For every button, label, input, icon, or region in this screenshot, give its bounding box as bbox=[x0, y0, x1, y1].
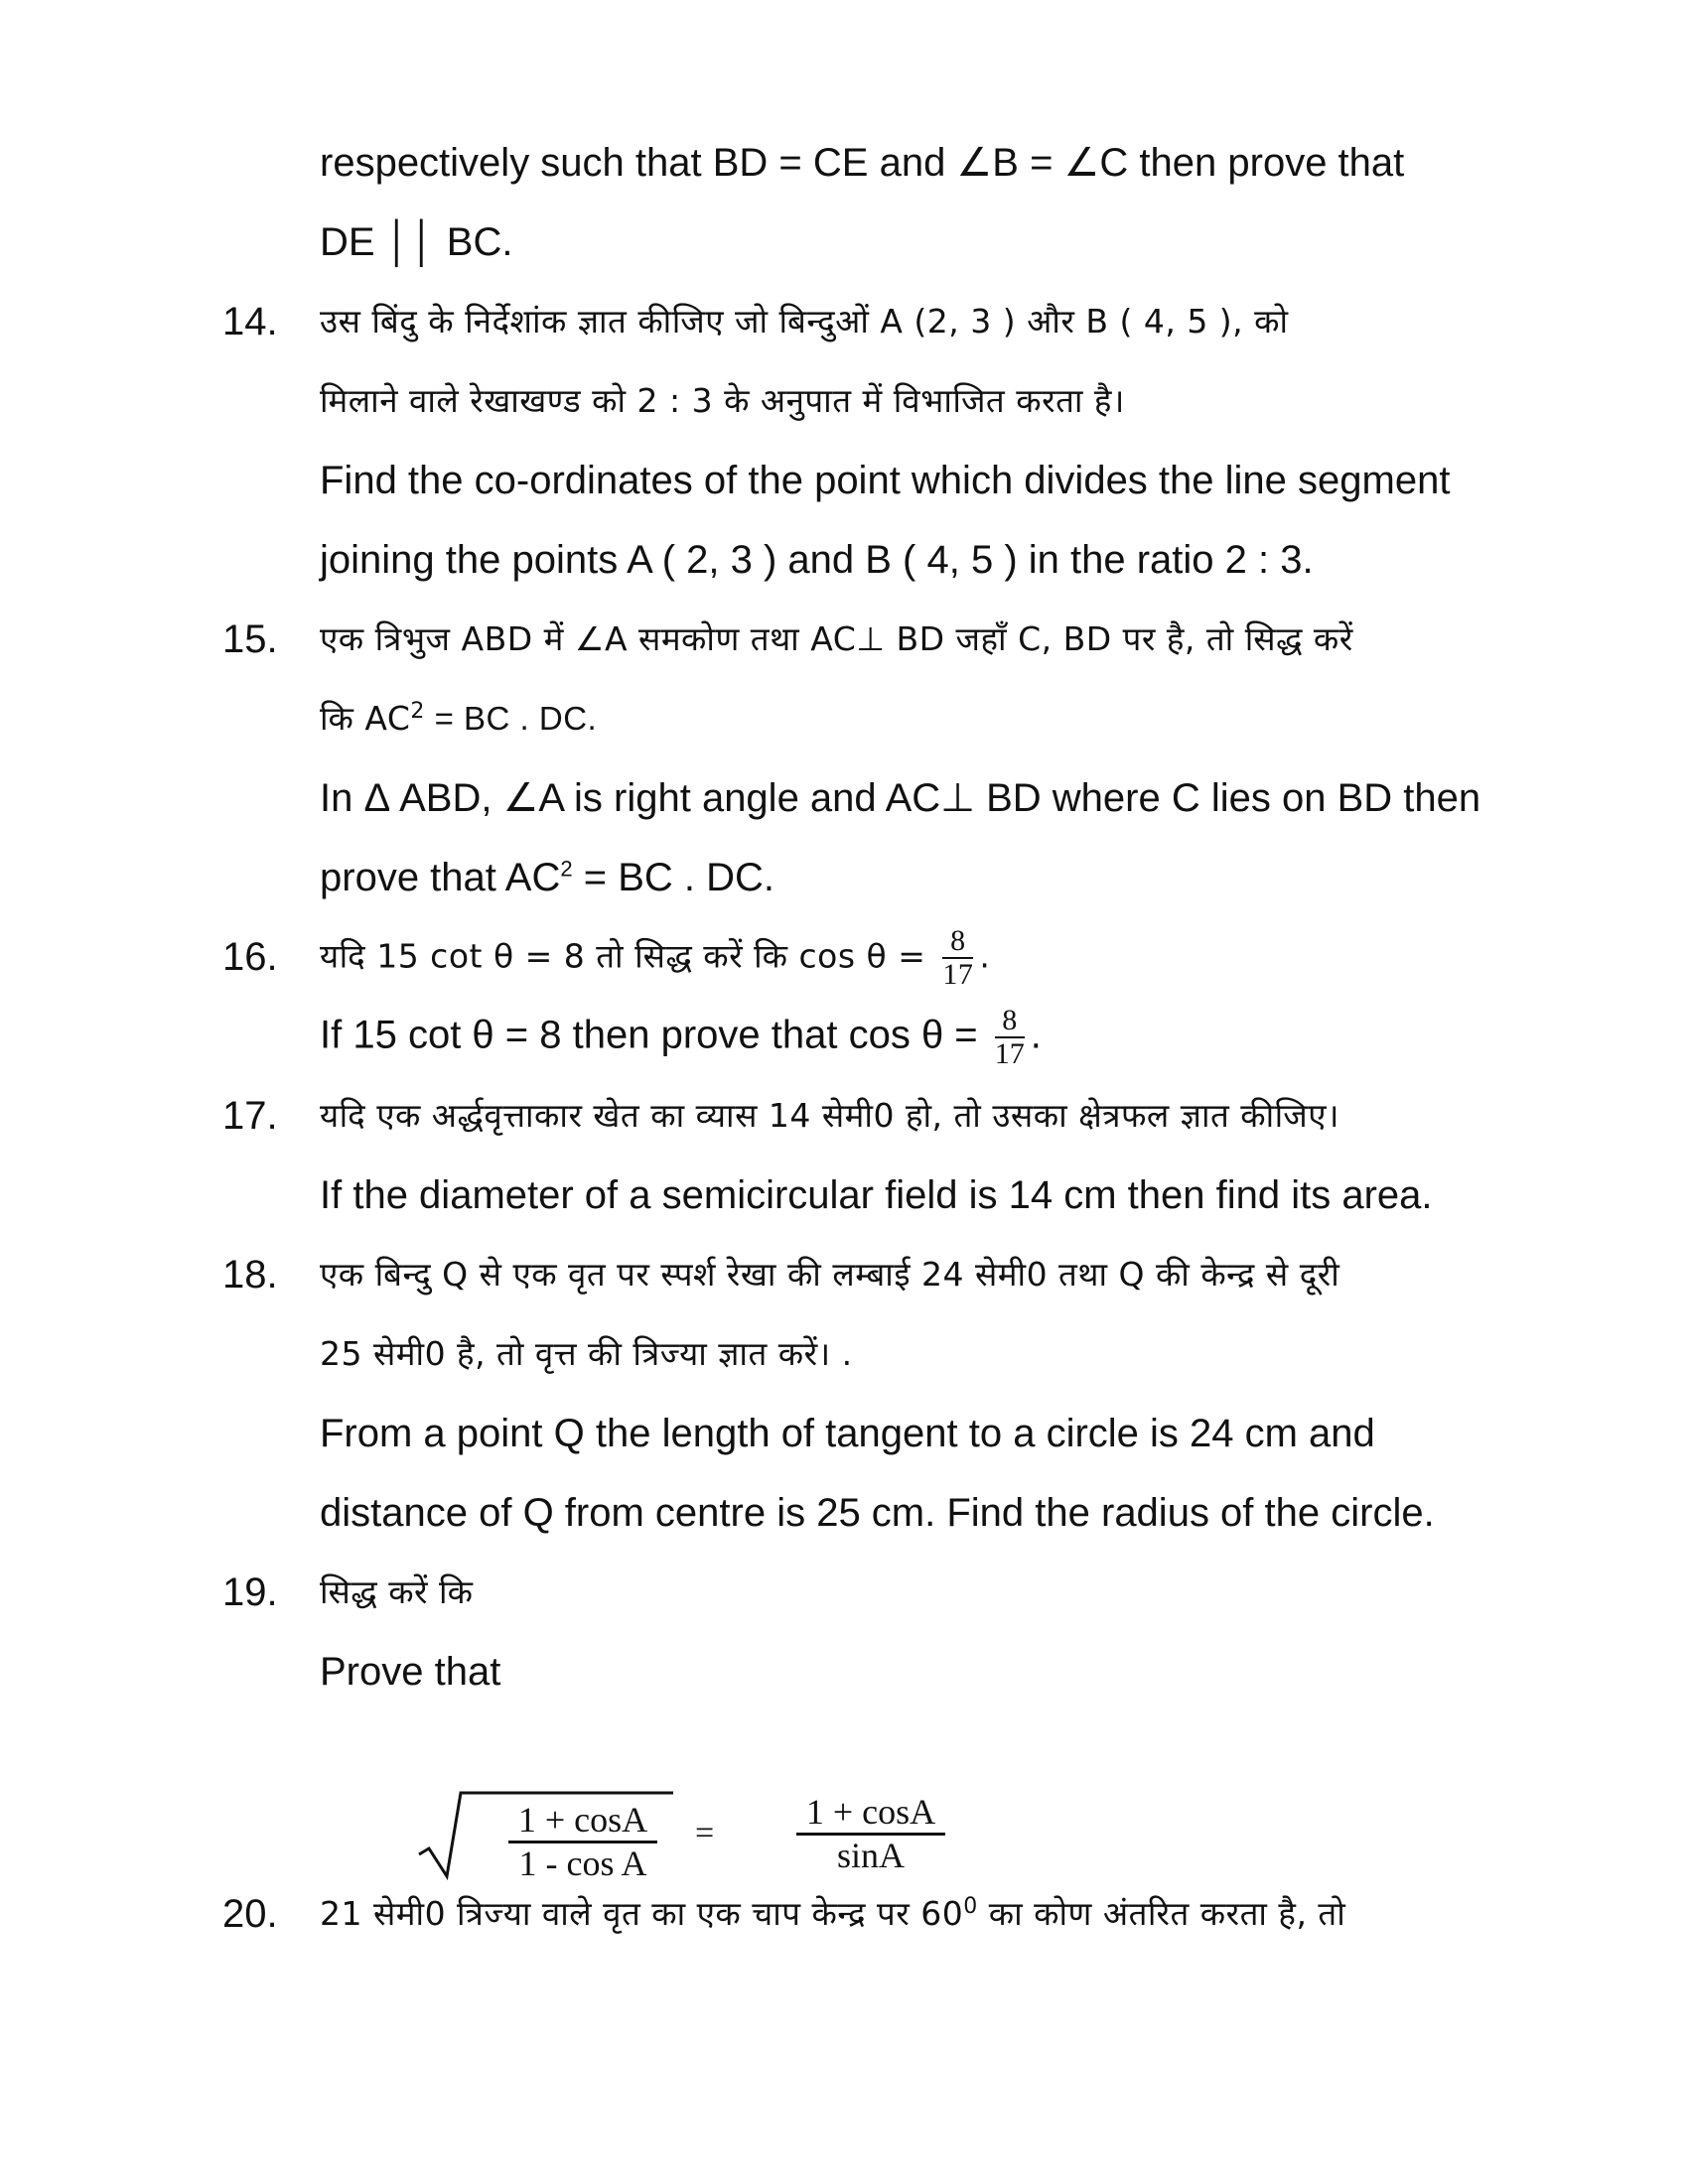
q15-hindi-line2 bbox=[320, 695, 597, 743]
question-number-17: 17. bbox=[222, 1094, 278, 1138]
q15-hindi-line2-text: कि AC bbox=[320, 699, 411, 738]
q20-hindi-rest: का कोण अंतरित करता है, तो bbox=[977, 1894, 1346, 1933]
question-number-15: 15. bbox=[222, 617, 278, 661]
fraction-denominator: 17 bbox=[994, 1037, 1025, 1070]
q14-hindi-line1: उस बिंदु के निर्देशांक ज्ञात कीजिए जो बिन्दुओं A (2, 3 ) और B ( 4, 5 ), को bbox=[320, 302, 1289, 341]
q19-english-line: Prove that bbox=[320, 1650, 501, 1694]
rhs-numerator: 1 + cosA bbox=[805, 1792, 936, 1832]
q15-hindi-line2-rest: = BC . DC. bbox=[424, 700, 598, 737]
lhs-numerator: 1 + cosA bbox=[517, 1800, 648, 1840]
period: . bbox=[1030, 1013, 1042, 1057]
question-number-19: 19. bbox=[222, 1570, 278, 1614]
fraction-denominator: 17 bbox=[942, 958, 974, 991]
q16-english-text: If 15 cot θ = 8 then prove that cos θ = bbox=[320, 1013, 989, 1057]
q14-hindi-line2: मिलाने वाले रेखाखण्ड को 2 : 3 के अनुपात में विभाजित करता है। bbox=[320, 381, 1125, 420]
superscript: 2 bbox=[410, 699, 425, 724]
question-number-18: 18. bbox=[222, 1253, 278, 1297]
period: . bbox=[979, 936, 991, 976]
q20-hindi-line bbox=[320, 1890, 1345, 1938]
q18-english-line1: From a point Q the length of tangent to a circle is 24 cm and bbox=[320, 1412, 1375, 1455]
rhs-fraction bbox=[796, 1791, 945, 1875]
q17-hindi-line: यदि एक अर्द्धवृत्ताकार खेत का व्यास 14 सेमी0 हो, तो उसका क्षेत्रफल ज्ञात कीजिए। bbox=[320, 1096, 1339, 1135]
q18-english-line2: distance of Q from centre is 25 cm. Find the radius of the circle. bbox=[320, 1491, 1435, 1535]
rhs-denominator: sinA bbox=[836, 1836, 905, 1875]
question-number-20: 20. bbox=[222, 1892, 278, 1936]
superscript: 2 bbox=[560, 856, 573, 882]
q14-english-line1: Find the co-ordinates of the point which divides the line segment bbox=[320, 459, 1451, 502]
lhs-denominator: 1 - cos A bbox=[518, 1843, 647, 1883]
fraction-8-17 bbox=[942, 925, 973, 991]
q16-hindi-text: यदि 15 cot θ = 8 तो सिद्ध करें कि cos θ = bbox=[320, 936, 937, 976]
fraction-numerator: 8 bbox=[995, 1005, 1025, 1038]
question-number-14: 14. bbox=[222, 300, 278, 343]
q18-hindi-line1: एक बिन्दु Q से एक वृत पर स्पर्श रेखा की लम्बाई 24 सेमी0 तथा Q की केन्द्र से दूरी bbox=[320, 1255, 1340, 1294]
q15-english-line2-text: prove that AC bbox=[320, 856, 561, 899]
q18-hindi-line2: 25 सेमी0 है, तो वृत्त की त्रिज्या ज्ञात करें। . bbox=[320, 1334, 853, 1373]
q20-hindi-text: 21 सेमी0 त्रिज्या वाले वृत का एक चाप केन्द्र पर 60 bbox=[320, 1894, 964, 1933]
q15-english-line2-rest: = BC . DC. bbox=[572, 856, 775, 899]
q16-hindi-line bbox=[320, 925, 990, 991]
equals-sign: = bbox=[695, 1815, 715, 1851]
trig-identity-formula bbox=[417, 1777, 936, 1883]
q19-hindi-line: सिद्ध करें कि bbox=[320, 1572, 474, 1611]
degree-superscript: 0 bbox=[963, 1894, 978, 1919]
q16-english-line bbox=[320, 1005, 1042, 1070]
fraction-8-17 bbox=[995, 1005, 1025, 1070]
lhs-fraction bbox=[508, 1799, 657, 1883]
q15-hindi-line1: एक त्रिभुज ABD में ∠A समकोण तथा AC⊥ BD जहाँ C, BD पर है, तो सिद्ध करें bbox=[320, 619, 1353, 658]
q13-continuation-line1: respectively such that BD = CE and ∠B = ∠C then prove that bbox=[320, 141, 1405, 185]
q15-english-line1: In Δ ABD, ∠A is right angle and AC⊥ BD where C lies on BD then bbox=[320, 776, 1481, 820]
q14-english-line2: joining the points A ( 2, 3 ) and B ( 4, 5 ) in the ratio 2 : 3. bbox=[320, 538, 1314, 582]
question-number-16: 16. bbox=[222, 935, 278, 979]
fraction-numerator: 8 bbox=[942, 925, 973, 959]
q17-english-line: If the diameter of a semicircular field is 14 cm then find its area. bbox=[320, 1173, 1433, 1217]
q15-english-line2 bbox=[320, 854, 774, 901]
q13-continuation-line2: DE ││ BC. bbox=[320, 220, 513, 264]
